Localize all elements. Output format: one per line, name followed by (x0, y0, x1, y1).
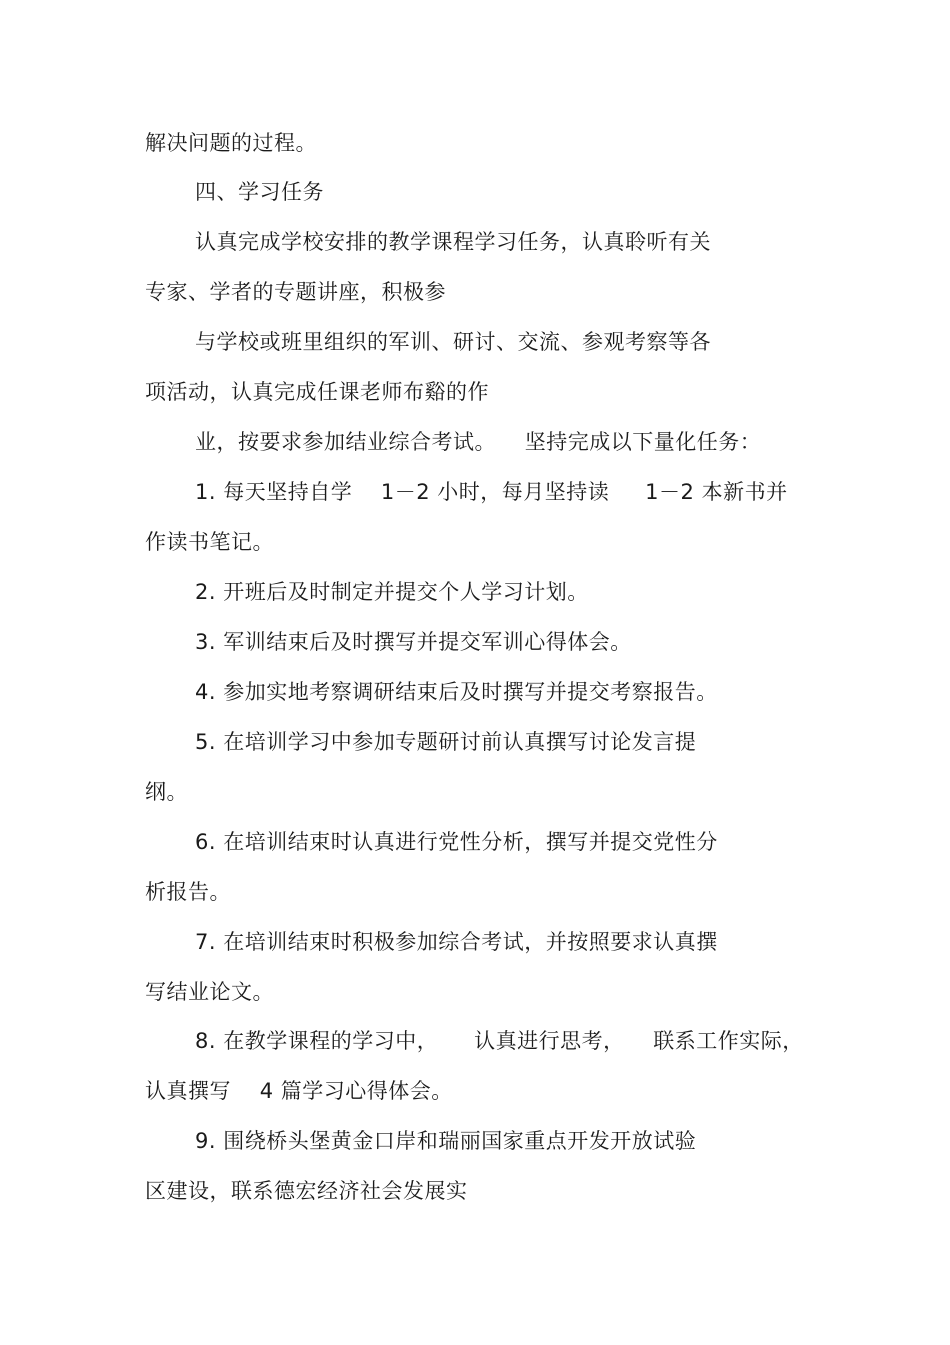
list-item: 8. 在教学课程的学习中， 认真进行思考， 联系工作实际， (195, 1029, 804, 1053)
text-line: 业，按要求参加结业综合考试。 坚持完成以下量化任务： (195, 430, 762, 454)
text-line: 纲。 (145, 780, 188, 804)
text-line: 析报告。 (145, 880, 231, 904)
list-item: 5. 在培训学习中参加专题研讨前认真撰写讨论发言提 (195, 730, 697, 754)
text-line: 作读书笔记。 (145, 530, 274, 554)
text-line: 项活动，认真完成任课老师布谿的作 (145, 380, 489, 404)
text-line: 专家、学者的专题讲座，积极参 (145, 280, 446, 304)
list-item: 1. 每天坚持自学 1－2 小时，每月坚持读 1－2 本新书并 (195, 480, 788, 504)
text-line: 与学校或班里组织的军训、研讨、交流、参观考察等各 (195, 330, 711, 354)
list-item: 7. 在培训结束时积极参加综合考试，并按照要求认真撰 (195, 930, 718, 954)
list-item: 4. 参加实地考察调研结束后及时撰写并提交考察报告。 (195, 680, 718, 704)
list-item: 3. 军训结束后及时撰写并提交军训心得体会。 (195, 630, 632, 654)
text-line: 区建设，联系德宏经济社会发展实 (145, 1179, 468, 1203)
list-item: 2. 开班后及时制定并提交个人学习计划。 (195, 580, 589, 604)
section-heading: 四、学习任务 (195, 180, 324, 204)
list-item: 6. 在培训结束时认真进行党性分析，撰写并提交党性分 (195, 830, 718, 854)
list-item: 9. 围绕桥头堡黄金口岸和瑞丽国家重点开发开放试验 (195, 1129, 697, 1153)
text-line: 写结业论文。 (145, 980, 274, 1004)
text-line: 认真撰写 4 篇学习心得体会。 (145, 1079, 453, 1103)
text-line: 认真完成学校安排的教学课程学习任务，认真聆听有关 (195, 230, 711, 254)
text-line: 解决问题的过程。 (145, 131, 317, 155)
